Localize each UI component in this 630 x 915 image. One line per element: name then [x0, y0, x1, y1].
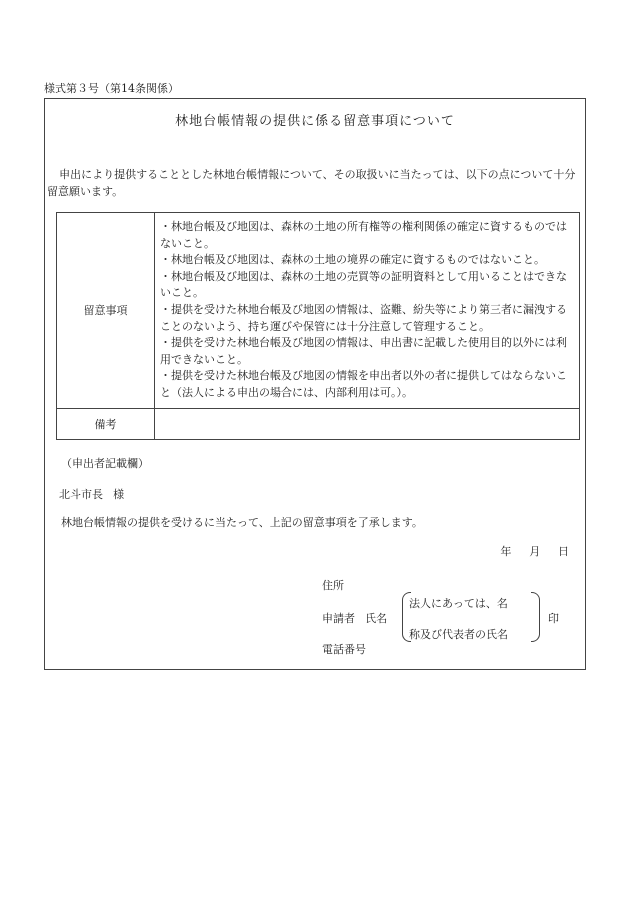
- applicant-section-heading: （申出者記載欄）: [61, 457, 149, 470]
- seal-mark: 印: [548, 612, 559, 625]
- notes-table: [56, 212, 580, 440]
- note-item: ・林地台帳及び地図は、森林の土地の売買等の証明資料として用いることはできないこと。: [160, 269, 567, 300]
- notes-heading: 留意事項: [57, 213, 155, 409]
- addressee: 北斗市長 様: [59, 488, 125, 501]
- form-number-label: 様式第３号（第14条関係）: [44, 82, 179, 95]
- note-item: ・林地台帳及び地図は、森林の土地の境界の確定に資するものではないこと。: [160, 253, 545, 267]
- applicant-name-label: 申請者 氏名: [322, 612, 388, 625]
- notes-row: [57, 213, 580, 409]
- document-frame: [44, 98, 586, 670]
- address-label: 住所: [322, 579, 344, 592]
- remarks-value: [155, 408, 580, 439]
- date-line: 年 月 日: [500, 545, 569, 558]
- remarks-heading: 備考: [57, 408, 155, 439]
- phone-label: 電話番号: [322, 643, 366, 656]
- intro-paragraph: 申出により提供することとした林地台帳情報について、その取扱いに当たっては、以下の点について十分留意願います。: [47, 168, 576, 198]
- right-bracket: [531, 592, 540, 642]
- corporate-note-line2: 称及び代表者の氏名: [409, 628, 508, 641]
- remarks-row: [57, 408, 580, 439]
- note-item: ・提供を受けた林地台帳及び地図の情報は、申出書に記載した使用目的以外には利用できないこと。: [160, 336, 567, 366]
- notes-items: [155, 213, 580, 409]
- note-item: ・提供を受けた林地台帳及び地図の情報を申出者以外の者に提供してはならないこと（法人による申出の場合には、内部利用は可。）。: [160, 369, 567, 399]
- corporate-note-line1: 法人にあっては、名: [409, 597, 508, 610]
- consent-statement: 林地台帳情報の提供を受けるに当たって、上記の留意事項を了承します。: [61, 516, 423, 529]
- note-item: ・提供を受けた林地台帳及び地図の情報は、盗難、紛失等により第三者に漏洩することのないよう、持ち運びや保管には十分注意して管理すること。: [160, 302, 567, 333]
- document-title: 林地台帳情報の提供に係る留意事項について: [175, 114, 455, 129]
- note-item: ・林地台帳及び地図は、森林の土地の所有権等の権利関係の確定に資するものではないこと。: [160, 220, 567, 250]
